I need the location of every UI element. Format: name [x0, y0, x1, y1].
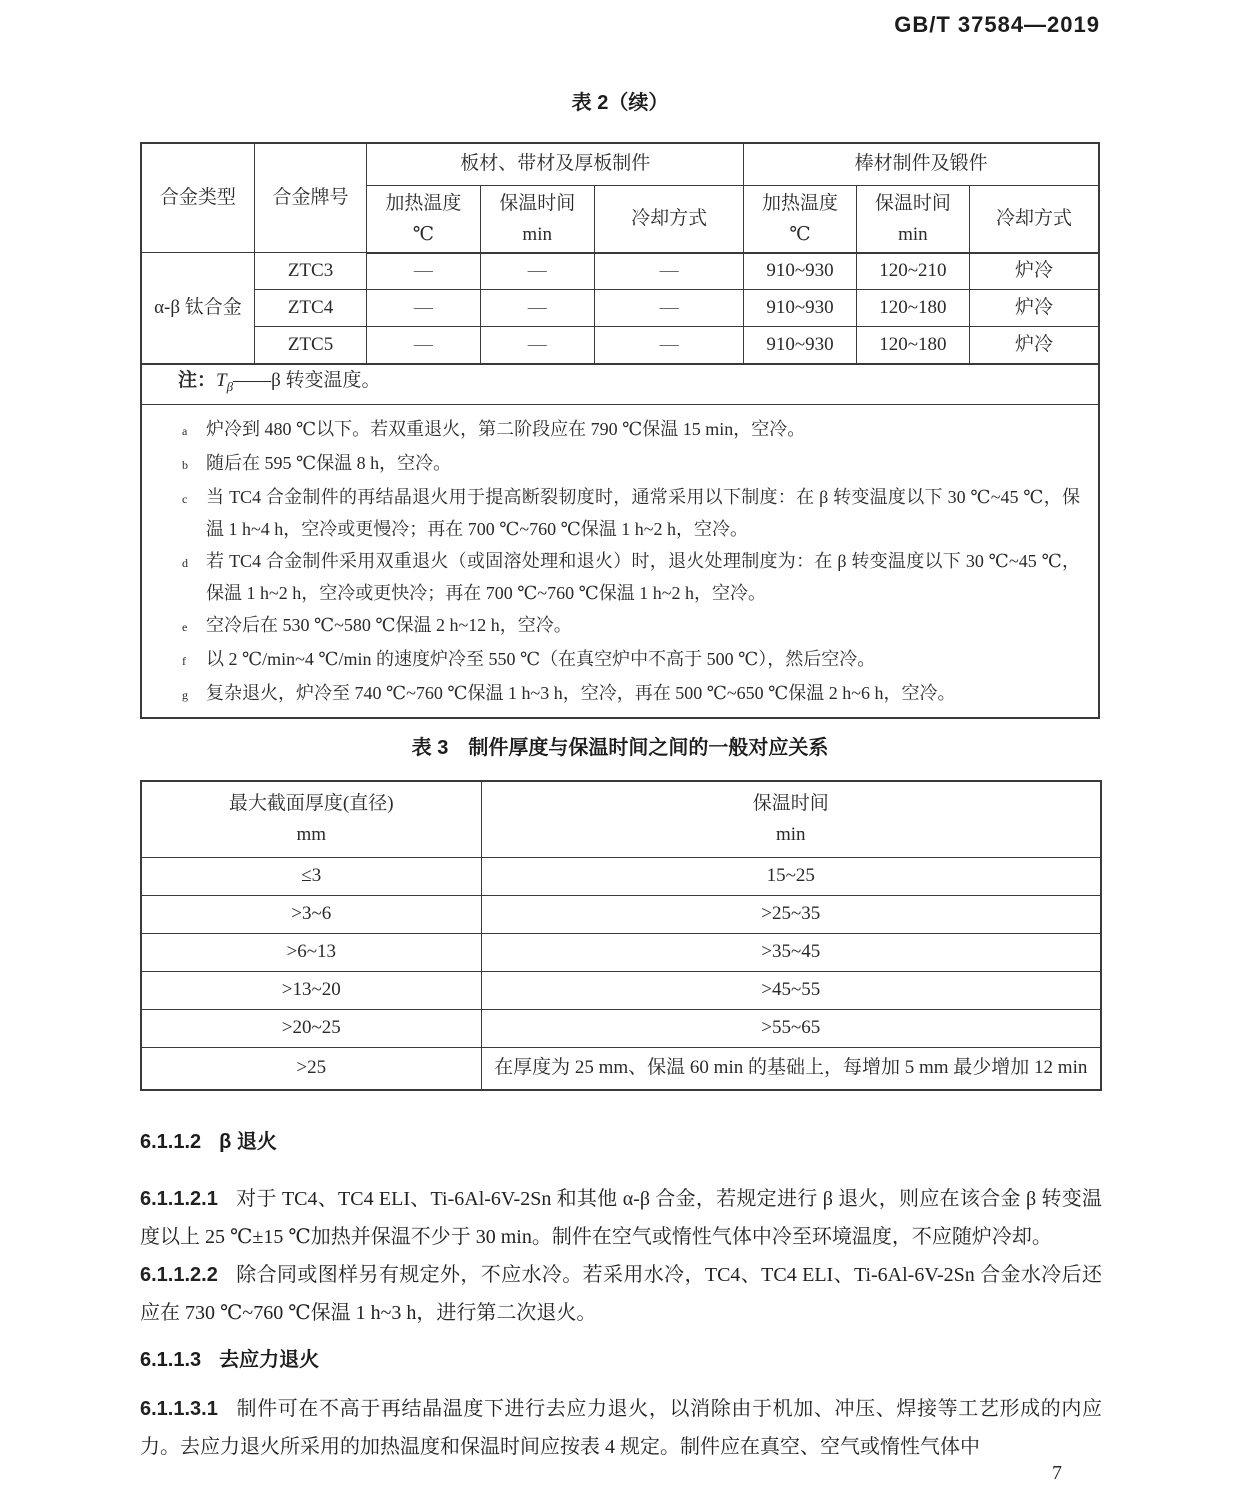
table-row — [141, 1047, 1101, 1090]
time-cell: >25~35 — [481, 895, 1101, 933]
table2-note-row — [141, 364, 1099, 405]
table-row — [141, 971, 1101, 1009]
footnote-marker: g — [182, 688, 188, 702]
standard-number: GB/T 37584—2019 — [894, 12, 1100, 37]
table-row — [141, 1009, 1101, 1047]
thickness-cell: >6~13 — [141, 933, 481, 971]
col-header-alloy-type: 合金类型 — [141, 143, 254, 253]
thickness-cell: >20~25 — [141, 1009, 481, 1047]
footnote-text: 随后在 595 ℃保温 8 h，空冷。 — [206, 453, 452, 473]
footnote — [182, 545, 1080, 609]
bar-cool-cell: 炉冷 — [970, 253, 1099, 290]
clause-number: 6.1.1.3.1 — [140, 1398, 218, 1420]
table3-header-row — [141, 781, 1101, 857]
table-row-ztc5 — [141, 327, 1099, 364]
clause-text: 除合同或图样另有规定外，不应水冷。若采用水冷，TC4、TC4 ELI、Ti-6Al-6V-2Sn 合金水冷后还应在 730 ℃~760 ℃保温 1 h~3 h，进行第二次退火。 — [140, 1264, 1102, 1324]
time-cell: 15~25 — [481, 857, 1101, 895]
table2 — [140, 142, 1100, 719]
table-row — [141, 933, 1101, 971]
footnote-marker: b — [182, 458, 188, 472]
col-header-hold-time: 保温时间 min — [481, 781, 1101, 857]
table2-note — [141, 364, 1099, 405]
footnote — [182, 643, 1080, 677]
table2-title: 表 2（续） — [571, 92, 669, 114]
col-header-bar-cooling: 冷却方式 — [970, 185, 1099, 253]
col-header-alloy-grade: 合金牌号 — [254, 143, 366, 253]
table3-title: 表 3 制件厚度与保温时间之间的一般对应关系 — [411, 737, 829, 759]
bar-temp-cell: 910~930 — [744, 290, 856, 327]
bar-cool-cell: 炉冷 — [970, 327, 1099, 364]
thickness-cell: >13~20 — [141, 971, 481, 1009]
section-number: 6.1.1.3 — [140, 1349, 202, 1371]
plate-time-cell: — — [480, 253, 594, 290]
plate-time-cell: — — [480, 290, 594, 327]
footnote-marker: a — [182, 424, 188, 438]
table-row — [141, 857, 1101, 895]
footnote-marker: e — [182, 620, 188, 634]
bar-temp-cell: 910~930 — [744, 253, 856, 290]
footnote — [182, 677, 1080, 711]
section-title: β 退火 — [219, 1131, 277, 1153]
footnote — [182, 413, 1080, 447]
table-row — [141, 895, 1101, 933]
grade-cell: ZTC4 — [254, 290, 366, 327]
bar-time-cell: 120~180 — [856, 327, 969, 364]
table2-footnotes — [141, 405, 1099, 719]
footnote — [182, 447, 1080, 481]
footnote-text: 复杂退火，炉冷至 740 ℃~760 ℃保温 1 h~3 h，空冷，再在 500 ℃~650 ℃保温 2 h~6 h，空冷。 — [206, 683, 956, 703]
table-row-ztc4 — [141, 290, 1099, 327]
footnote-text: 当 TC4 合金制件的再结晶退火用于提高断裂韧度时，通常采用以下制度：在 β 转变温度以下 30 ℃~45 ℃，保温 1 h~4 h，空冷或更慢冷；再在 700 ℃~760 ℃保温 1 h~2 h，空冷。 — [206, 487, 1080, 539]
clause-number: 6.1.1.2.1 — [140, 1188, 218, 1210]
bar-time-cell: 120~180 — [856, 290, 969, 327]
plate-temp-cell: — — [367, 290, 480, 327]
clause-paragraph-61122 — [140, 1256, 1102, 1332]
col-header-plate-heat-temp: 加热温度 ℃ — [367, 185, 480, 253]
note-text: ——β 转变温度。 — [233, 370, 381, 392]
thickness-cell: >25 — [141, 1047, 481, 1090]
footnote-marker: c — [182, 492, 188, 506]
bar-temp-cell: 910~930 — [744, 327, 856, 364]
time-cell: >45~55 — [481, 971, 1101, 1009]
table2-footnotes-row — [141, 405, 1099, 719]
page-number: 7 — [1052, 1462, 1062, 1484]
thickness-cell: >3~6 — [141, 895, 481, 933]
note-label: 注： — [178, 370, 217, 392]
alloy-type-cell: α-β 钛合金 — [141, 253, 254, 364]
bar-cool-cell: 炉冷 — [970, 290, 1099, 327]
table-row-ztc3 — [141, 253, 1099, 290]
body-text — [140, 1130, 1102, 1466]
col-header-bar-hold-time: 保温时间 min — [856, 185, 969, 253]
plate-temp-cell: — — [367, 253, 480, 290]
col-header-plate-hold-time: 保温时间 min — [480, 185, 594, 253]
time-cell: >35~45 — [481, 933, 1101, 971]
footnote-text: 若 TC4 合金制件采用双重退火（或固溶处理和退火）时，退火处理制度为：在 β 转变温度以下 30 ℃~45 ℃，保温 1 h~2 h，空冷或更快冷；再在 700 ℃~760 ℃保温 1 h~2 h，空冷。 — [206, 551, 1080, 603]
section-title: 去应力退火 — [219, 1349, 320, 1371]
section-number: 6.1.1.2 — [140, 1131, 202, 1153]
col-header-thickness: 最大截面厚度(直径) mm — [141, 781, 481, 857]
footnote-text: 炉冷到 480 ℃以下。若双重退火，第二阶段应在 790 ℃保温 15 min，空冷。 — [206, 419, 806, 439]
footnote-text: 空冷后在 530 ℃~580 ℃保温 2 h~12 h，空冷。 — [206, 615, 572, 635]
plate-time-cell: — — [480, 327, 594, 364]
clause-text: 对于 TC4、TC4 ELI、Ti-6Al-6V-2Sn 和其他 α-β 合金，若规定进行 β 退火，则应在该合金 β 转变温度以上 25 ℃±15 ℃加热并保温不少于 30 min。制件在空气或惰性气体中冷至环境温度，不应随炉冷却。 — [140, 1188, 1102, 1248]
footnote — [182, 481, 1080, 545]
table2-group-header-row — [141, 143, 1099, 185]
time-cell: >55~65 — [481, 1009, 1101, 1047]
plate-cool-cell: — — [594, 290, 743, 327]
footnote-marker: f — [182, 654, 186, 668]
footnote-marker: d — [182, 556, 188, 570]
note-term-subscript: β — [226, 379, 234, 395]
col-header-bar-heat-temp: 加热温度 ℃ — [744, 185, 856, 253]
col-group-plate: 板材、带材及厚板制件 — [367, 143, 744, 185]
footnote-text: 以 2 ℃/min~4 ℃/min 的速度炉冷至 550 ℃（在真空炉中不高于 500 ℃），然后空冷。 — [206, 649, 876, 669]
section-heading-6112 — [140, 1130, 1102, 1154]
plate-cool-cell: — — [594, 253, 743, 290]
plate-temp-cell: — — [367, 327, 480, 364]
thickness-cell: ≤3 — [141, 857, 481, 895]
clause-text: 制件可在不高于再结晶温度下进行去应力退火，以消除由于机加、冲压、焊接等工艺形成的内应力。去应力退火所采用的加热温度和保温时间应按表 4 规定。制件应在真空、空气或惰性气体中 — [140, 1398, 1102, 1458]
section-heading-6113 — [140, 1348, 1102, 1372]
grade-cell: ZTC5 — [254, 327, 366, 364]
grade-cell: ZTC3 — [254, 253, 366, 290]
plate-cool-cell: — — [594, 327, 743, 364]
clause-paragraph-61121 — [140, 1180, 1102, 1256]
clause-number: 6.1.1.2.2 — [140, 1264, 218, 1286]
note-term: T — [216, 370, 227, 392]
col-group-bar: 棒材制件及锻件 — [744, 143, 1099, 185]
col-header-plate-cooling: 冷却方式 — [594, 185, 743, 253]
time-cell: 在厚度为 25 mm、保温 60 min 的基础上，每增加 5 mm 最少增加 12 min — [481, 1047, 1101, 1090]
bar-time-cell: 120~210 — [856, 253, 969, 290]
clause-paragraph-61131 — [140, 1390, 1102, 1466]
footnote — [182, 609, 1080, 643]
table3 — [140, 780, 1102, 1091]
